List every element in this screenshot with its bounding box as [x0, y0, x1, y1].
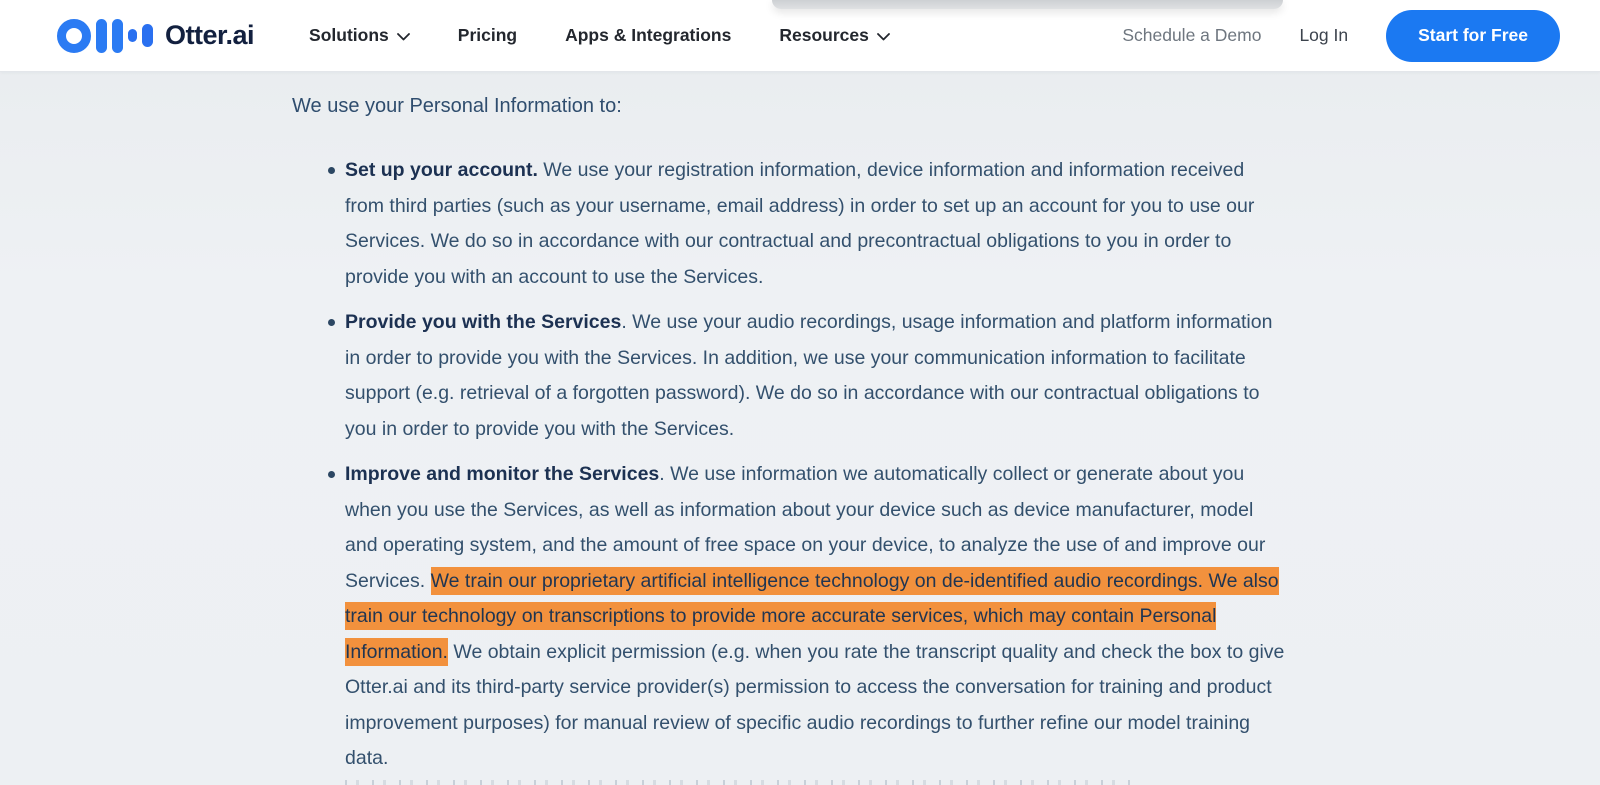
- purpose-bullet-list: [292, 153, 1285, 777]
- nav-item-label: Solutions: [309, 25, 389, 45]
- bullet-body-text: . We use your audio recordings, usage information and platform information in order to provide you with the Services. In addition, we use your communication information to facilitate support (e.g. retrieval of a forgotten password). We do so in accordance with our contractual obligations to you in order to provide you with the Services.: [345, 311, 1273, 440]
- primary-nav: [309, 25, 890, 46]
- nav-item-apps-integrations[interactable]: [565, 25, 731, 46]
- otter-logo-icon: [57, 18, 153, 54]
- nav-item-label: Resources: [779, 25, 869, 45]
- logo-bar-icon: [96, 19, 107, 53]
- start-for-free-button[interactable]: Start for Free: [1386, 10, 1560, 62]
- cropped-popup-edge: [772, 0, 1283, 9]
- intro-paragraph: We use your Personal Information to:: [292, 95, 622, 117]
- nav-item-pricing[interactable]: [458, 25, 517, 46]
- nav-item-label: Apps & Integrations: [565, 25, 732, 45]
- logo-bar-icon: [142, 24, 153, 47]
- chevron-down-icon: [397, 33, 410, 41]
- policy-content: [292, 72, 1285, 777]
- bullet-body-text: We use your registration information, device information and information received from third parties (such as your username, email address) in order to set up an account for you to use our Services. We do so in accordance with our contractual and precontractual obligations to you in order to provide you with an account to use the Services.: [345, 159, 1255, 288]
- bullet-lead-text: Improve and monitor the Services: [345, 463, 660, 485]
- bullet-set-up-account: [292, 153, 1285, 295]
- highlighted-ai-training-text: We train our proprietary artificial intelligence technology on de-identified audio recordings. We also train our technology on transcriptions to provide more accurate services, which may contain Personal Information.: [345, 567, 1279, 666]
- otter-logo[interactable]: [57, 18, 254, 54]
- top-navigation: [0, 0, 1600, 72]
- bullet-lead-text: Set up your account.: [345, 159, 538, 181]
- brand-name: Otter.ai: [165, 20, 255, 50]
- privacy-policy-page: [0, 72, 1600, 785]
- logo-dot-icon: [128, 29, 137, 42]
- logo-ring-icon: [57, 19, 91, 53]
- bullet-body-text: We obtain explicit permission (e.g. when you rate the transcript quality and check the box to give Otter.ai and its third-party service provider(s) permission to access the conversation for training and product improvement purposes) for manual review of specific audio recordings to further refine our model training data.: [345, 640, 1285, 769]
- bullet-provide-services: [292, 305, 1285, 447]
- cut-off-next-text-line: [345, 780, 1135, 785]
- bullet-lead-text: Provide you with the Services: [345, 311, 622, 333]
- bullet-improve-monitor-services: [292, 457, 1285, 777]
- nav-right-actions: [1122, 10, 1560, 62]
- nav-item-solutions[interactable]: [309, 25, 410, 46]
- nav-item-resources[interactable]: [779, 25, 890, 46]
- logo-bar-icon: [112, 19, 123, 53]
- chevron-down-icon: [877, 33, 890, 41]
- nav-item-label: Pricing: [457, 25, 518, 45]
- schedule-demo-link[interactable]: Schedule a Demo: [1122, 25, 1262, 45]
- login-link[interactable]: Log In: [1299, 25, 1349, 45]
- bullet-body-text: . We use information we automatically collect or generate about you when you use the Services, as well as information about your device such as device manufacturer, model and operating system, and the amount of free space on your device, to analyze the use of and improve our Services.: [345, 463, 1266, 592]
